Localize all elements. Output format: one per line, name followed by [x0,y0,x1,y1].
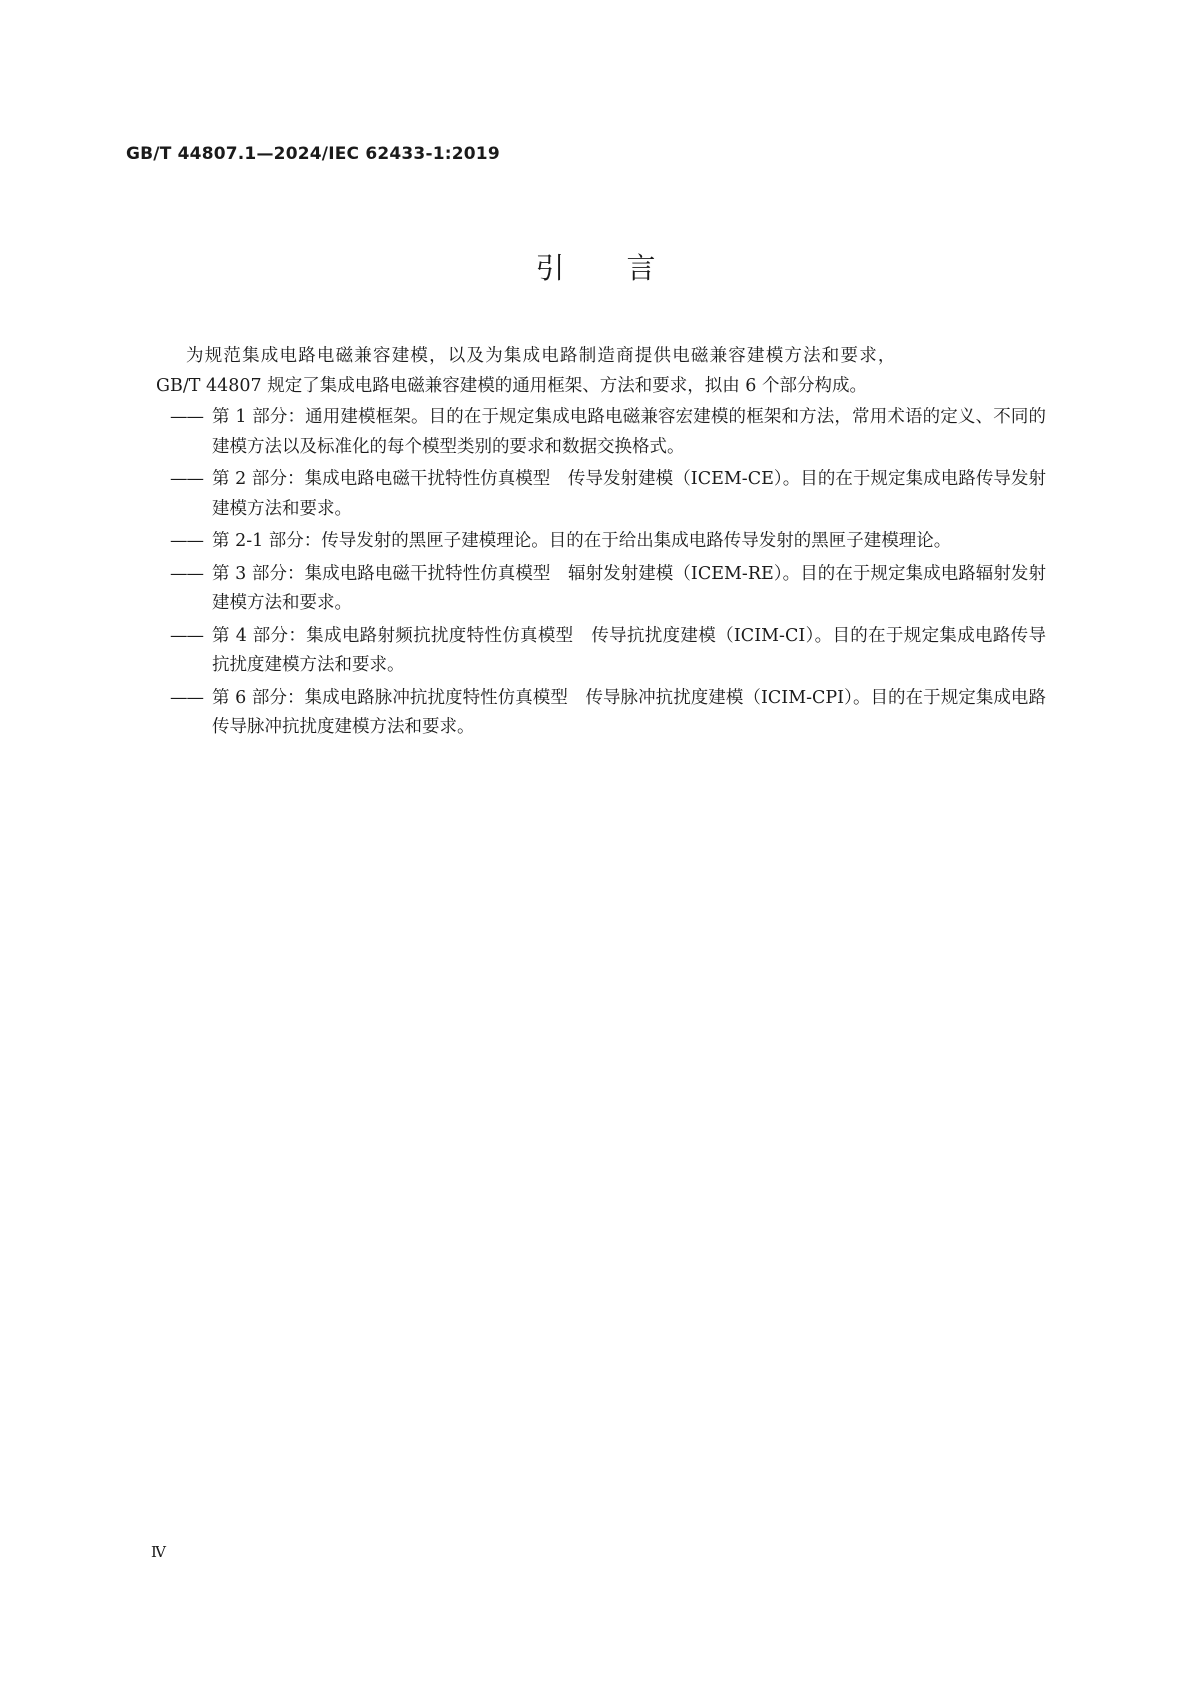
list-item-text: 第 3 部分：集成电路电磁干扰特性仿真模型 辐射发射建模（ICEM-RE）。目的在于规定集成电路辐射发射建模方法和要求。 [212,563,1046,613]
list-item-text: 第 2-1 部分：传导发射的黑匣子建模理论。目的在于给出集成电路传导发射的黑匣子建模理论。 [212,531,952,551]
list-dash: —— [170,407,203,427]
list-dash: —— [170,563,203,584]
list-dash: —— [170,687,203,708]
list-dash: —— [170,469,203,489]
intro-line-1: 为规范集成电路电磁兼容建模，以及为集成电路制造商提供电磁兼容建模方法和要求， [186,346,897,366]
list-item-part-6 [156,684,1046,743]
list-item-text: 第 1 部分：通用建模框架。目的在于规定集成电路电磁兼容宏建模的框架和方法，常用术语的定义、不同的建模方法以及标准化的每个模型类别的要求和数据交换格式。 [212,407,1046,457]
list-item-part-2-1 [156,527,1046,557]
list-item-text: 第 2 部分：集成电路电磁干扰特性仿真模型 传导发射建模（ICEM-CE）。目的在于规定集成电路传导发射建模方法和要求。 [212,469,1046,519]
intro-line-2: GB/T 44807 规定了集成电路电磁兼容建模的通用框架、方法和要求，拟由 6 个部分构成。 [156,375,867,396]
list-item-part-3 [156,560,1046,619]
intro-paragraph [156,342,1046,401]
list-item-part-1 [156,403,1046,462]
standard-number-header: GB/T 44807.1—2024/IEC 62433-1:2019 [126,144,500,164]
page-number: Ⅳ [151,1543,166,1561]
list-item-text: 第 4 部分：集成电路射频抗扰度特性仿真模型 传导抗扰度建模（ICIM-CI）。目的在于规定集成电路传导抗扰度建模方法和要求。 [212,625,1046,675]
list-item-text: 第 6 部分：集成电路脉冲抗扰度特性仿真模型 传导脉冲抗扰度建模（ICIM-CPI）。目的在于规定集成电路传导脉冲抗扰度建模方法和要求。 [212,687,1046,737]
list-dash: —— [170,531,203,551]
page-title: 引言 [535,251,718,285]
list-item-part-2 [156,465,1046,524]
document-body [156,342,1046,746]
list-dash: —— [170,625,203,646]
list-item-part-4 [156,622,1046,681]
